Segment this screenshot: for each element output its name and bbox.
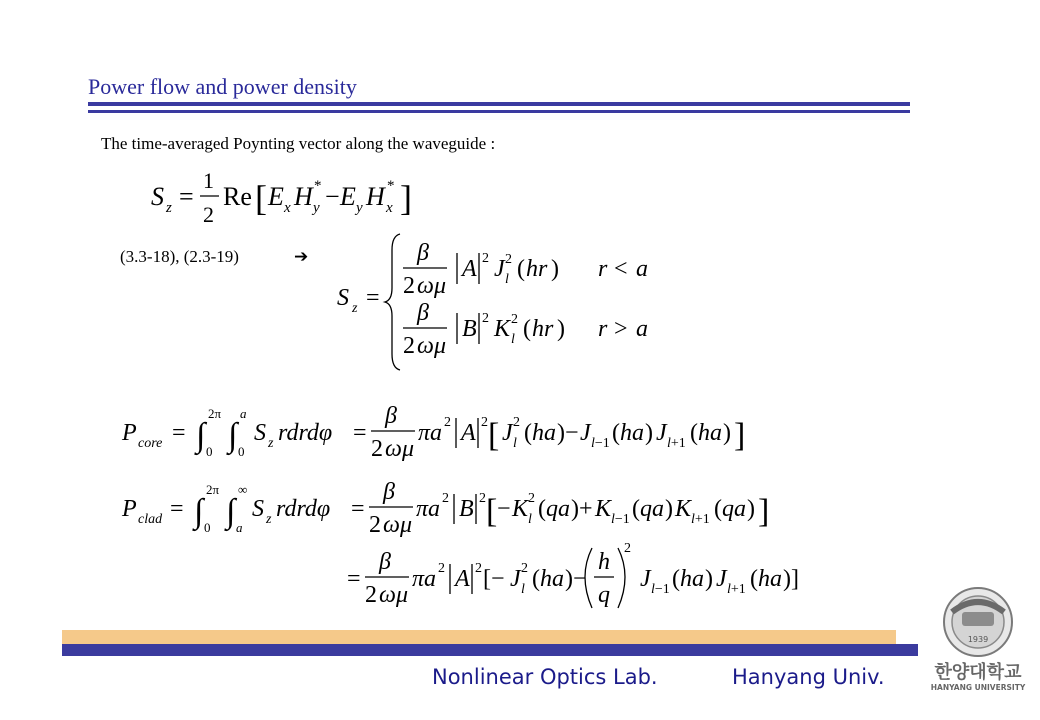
svg-text:ha: ha [532,420,556,446]
svg-text:2: 2 [482,311,489,326]
svg-text:πa: πa [412,566,437,592]
svg-text:z: z [166,200,172,216]
svg-text:h: h [598,549,610,575]
footer-bar-light [62,630,896,644]
svg-text:=: = [353,420,367,446]
svg-text:∞: ∞ [238,482,248,497]
svg-text:z: z [268,436,274,451]
svg-text:qa: qa [546,496,570,522]
svg-text:S: S [151,182,164,211]
svg-text:ωμ: ωμ [385,436,414,462]
svg-text:hr: hr [532,316,554,342]
svg-text:S: S [254,420,266,446]
svg-text:J: J [656,420,667,446]
svg-text:)]: )] [783,566,799,592]
svg-text:2: 2 [369,512,381,538]
footer-lab-name: Nonlinear Optics Lab. [432,665,658,689]
svg-text:)−: )− [557,420,579,446]
svg-text:2: 2 [479,491,486,506]
hanyang-university-logo [922,584,1034,694]
reference-label: (3.3-18), (2.3-19) [120,247,239,266]
svg-text:2: 2 [521,561,528,576]
svg-text:K: K [675,496,692,522]
svg-text:z: z [266,512,272,527]
svg-text:x: x [284,200,291,216]
implies-arrow-icon: ➔ [294,247,309,267]
svg-text:<: < [614,256,628,282]
svg-text:J: J [716,566,727,592]
svg-text:=: = [172,420,186,446]
svg-text:2: 2 [371,436,383,462]
svg-text:2: 2 [505,252,512,267]
svg-text:r: r [598,316,608,342]
svg-text:y: y [356,200,363,216]
logo-wordmark-korean: 한양대학교 [934,662,1022,683]
svg-text:H: H [294,182,313,211]
svg-text:(: ( [517,256,525,282]
svg-text:(: ( [538,496,546,522]
svg-text:l: l [513,436,517,451]
svg-text:2: 2 [481,415,488,430]
svg-text:l+1: l+1 [667,436,686,451]
svg-text:πa: πa [418,420,443,446]
svg-text:S: S [252,496,264,522]
svg-text:2: 2 [442,491,449,506]
svg-text:β: β [417,240,429,266]
svg-text:rdrdφ: rdrdφ [278,420,333,446]
svg-text:ha: ha [758,566,782,592]
svg-text:(: ( [524,420,532,446]
svg-text:): ) [705,566,713,592]
logo-wordmark-english: HANYANG UNIVERSITY [930,683,1026,692]
svg-text:A: A [462,256,477,282]
svg-text:2: 2 [528,491,535,506]
svg-text:2: 2 [365,582,377,608]
svg-text:l: l [505,272,509,287]
svg-text:0: 0 [238,444,245,459]
svg-text:2π: 2π [206,482,220,497]
svg-text:J: J [510,566,521,592]
svg-text:): ) [747,496,755,522]
svg-text:l+1: l+1 [727,582,746,597]
svg-text:A: A [455,566,470,592]
poynting-equation [151,168,412,227]
svg-text:∫: ∫ [228,417,238,454]
svg-text:A: A [461,420,476,446]
piecewise-equation [337,234,648,370]
svg-text:J: J [640,566,651,592]
svg-text:]: ] [400,178,412,218]
svg-text:K: K [512,496,529,522]
svg-text:)−: )− [565,566,587,592]
svg-text:(: ( [632,496,640,522]
svg-text:β: β [385,403,397,429]
svg-text:πa: πa [416,496,441,522]
svg-text:q: q [598,582,610,608]
svg-text:2: 2 [403,273,415,299]
svg-text:r: r [598,256,608,282]
svg-text:∫: ∫ [194,493,204,530]
svg-text:(: ( [523,316,531,342]
svg-text:rdrdφ: rdrdφ [276,496,331,522]
footer-bar-dark [62,644,918,656]
svg-text:ωμ: ωμ [379,582,408,608]
svg-text:[: [ [255,178,267,218]
svg-text:ωμ: ωμ [417,273,446,299]
footer-university: Hanyang Univ. [732,665,885,689]
svg-text:): ) [723,420,731,446]
svg-text:2: 2 [203,202,214,227]
svg-text:ha: ha [620,420,644,446]
svg-text:2π: 2π [208,406,222,421]
svg-text:K: K [595,496,612,522]
svg-text:2: 2 [513,415,520,430]
svg-text:a: a [236,520,243,535]
svg-text:P: P [122,420,137,446]
svg-text:=: = [366,285,380,311]
svg-text:2: 2 [403,333,415,359]
svg-text:2: 2 [624,541,631,556]
svg-text:a: a [636,316,648,342]
svg-text:core: core [138,436,163,451]
svg-text:]: ] [758,493,770,530]
svg-text:K: K [494,316,511,342]
svg-text:hr: hr [526,256,548,282]
svg-text:)+: )+ [571,496,593,522]
svg-text:clad: clad [138,512,163,527]
p-core-equation [121,403,745,462]
svg-text:2: 2 [475,561,482,576]
svg-text:(: ( [672,566,680,592]
svg-text:ha: ha [680,566,704,592]
svg-text:2: 2 [444,415,451,430]
svg-text:2: 2 [482,251,489,266]
svg-text:y: y [313,200,320,216]
svg-text:): ) [551,256,559,282]
svg-text:qa: qa [722,496,746,522]
svg-text:1939: 1939 [967,635,989,644]
svg-text:l: l [511,332,515,347]
svg-text:): ) [665,496,673,522]
svg-text:J: J [580,420,591,446]
svg-text:0: 0 [204,520,211,535]
svg-text:P: P [122,496,137,522]
svg-text:E: E [268,182,284,211]
svg-text:−: − [325,182,340,211]
svg-text:ωμ: ωμ [417,333,446,359]
svg-text:B: B [462,316,477,342]
svg-text:[: [ [486,493,498,530]
svg-text:[−: [− [483,566,505,592]
intro-text: The time-averaged Poynting vector along the waveguide : [101,134,496,153]
svg-text:ha: ha [698,420,722,446]
svg-text:=: = [179,182,194,211]
svg-text:(: ( [750,566,758,592]
svg-text:*: * [314,178,322,194]
svg-text:1: 1 [203,168,214,193]
svg-text:2: 2 [511,312,518,327]
svg-text:qa: qa [640,496,664,522]
svg-text:0: 0 [206,444,213,459]
svg-text:l−1: l−1 [591,436,610,451]
university-seal-icon [944,588,1012,656]
svg-text:=: = [351,496,365,522]
svg-text:S: S [337,285,349,311]
svg-text:J: J [502,420,513,446]
svg-text:z: z [352,301,358,316]
svg-text:E: E [340,182,356,211]
p-clad-equation-continued [347,541,799,608]
svg-text:β: β [379,549,391,575]
svg-text:(: ( [714,496,722,522]
slide-title: Power flow and power density [88,74,357,99]
svg-text:Re: Re [223,182,252,211]
svg-text:x: x [386,200,393,216]
svg-text:=: = [347,566,361,592]
svg-text:β: β [383,479,395,505]
svg-text:∫: ∫ [226,493,236,530]
svg-text:ha: ha [540,566,564,592]
svg-text:ωμ: ωμ [383,512,412,538]
p-clad-equation [121,479,769,538]
svg-text:[: [ [488,417,500,454]
svg-text:l+1: l+1 [691,512,710,527]
svg-text:J: J [494,256,505,282]
svg-text:a: a [240,406,247,421]
svg-text:=: = [170,496,184,522]
svg-text:*: * [387,178,395,194]
svg-text:): ) [645,420,653,446]
svg-text:l−1: l−1 [651,582,670,597]
svg-text:H: H [366,182,385,211]
svg-text:l: l [521,582,525,597]
svg-text:β: β [417,300,429,326]
svg-text:>: > [614,316,628,342]
svg-text:B: B [459,496,474,522]
svg-text:(: ( [532,566,540,592]
svg-text:2: 2 [438,561,445,576]
svg-text:l−1: l−1 [611,512,630,527]
svg-text:(: ( [690,420,698,446]
svg-text:]: ] [734,417,746,454]
svg-text:a: a [636,256,648,282]
svg-text:): ) [557,316,565,342]
svg-text:∫: ∫ [196,417,206,454]
svg-text:−: − [497,496,511,522]
svg-text:l: l [528,512,532,527]
svg-text:(: ( [612,420,620,446]
